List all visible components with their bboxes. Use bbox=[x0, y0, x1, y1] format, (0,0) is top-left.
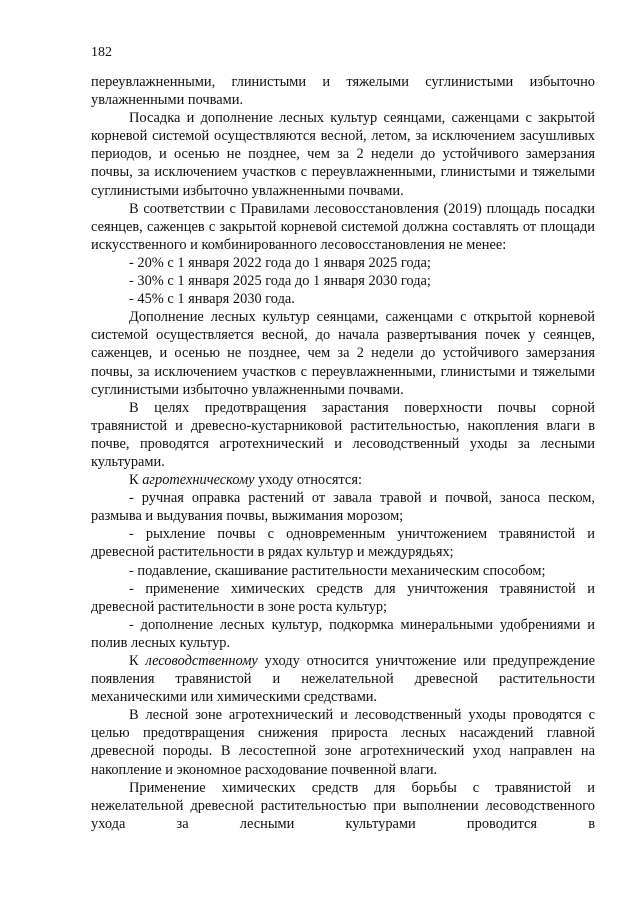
page-number: 182 bbox=[91, 45, 112, 60]
page-body bbox=[91, 73, 595, 833]
list-item-2025: - 30% с 1 января 2025 года до 1 января 2030 года; bbox=[129, 273, 431, 290]
agro-intro-before: К bbox=[129, 472, 143, 489]
paragraph-continuation: переувлажненными, глинистыми и тяжелыми суглинистыми избыточно увлажненными почвами. bbox=[91, 74, 595, 109]
agro-item-1: - ручная оправка растений от завала травой и почвой, заноса песком, размыва и выдувания почвы, выжимания морозом; bbox=[91, 490, 595, 525]
paragraph-planting-timing: Посадка и дополнение лесных культур сеянцами, саженцами с закрытой корневой системой осуществляются весной, летом, за исключением засушливых периодов, и осенью не позднее, чем за 2 недели до устойчивого замерзания почвы, за исключением участков с переувлажненными, глинистыми и тяжелыми суглинистыми избыточно увлажненными почвами. bbox=[91, 110, 595, 199]
silvi-intro-after: уходу относится уничтожение или предупреждение появления травянистой и нежелательной древесной растительности механическими или химическими средствами. bbox=[91, 653, 595, 706]
silvi-term: лесоводственному bbox=[145, 653, 258, 669]
agro-item-4: - применение химических средств для уничтожения травянистой и древесной растительности в зоне роста культур; bbox=[91, 580, 595, 615]
agro-intro-after: уходу относятся: bbox=[254, 472, 362, 489]
list-item-2022: - 20% с 1 января 2022 года до 1 января 2025 года; bbox=[129, 254, 431, 271]
list-item-2030: - 45% с 1 января 2030 года. bbox=[129, 291, 295, 308]
silvi-care-paragraph bbox=[91, 652, 595, 706]
agro-item-2: - рыхление почвы с одновременным уничтожением травянистой и древесной растительности в рядах культур и междурядьях; bbox=[91, 526, 595, 561]
paragraph-zones: В лесной зоне агротехнический и лесоводственный уходы проводятся с целью предотвращения снижения прироста лесных насаждений главной древесной породы. В лесостепной зоне агротехнический уход направлен на накопление и экономное расходование почвенной влаги. bbox=[91, 707, 595, 778]
agro-item-5: - дополнение лесных культур, подкормка минеральными удобрениями и полив лесных культур. bbox=[91, 616, 595, 651]
paragraph-rules-2019: В соответствии с Правилами лесовосстановления (2019) площадь посадки сеянцев, саженцев с закрытой корневой системой должна составлять от площади искусственного и комбинированного лесовосстановления не менее: bbox=[91, 200, 595, 253]
agro-term: агротехническому bbox=[142, 472, 255, 489]
silvi-intro-before: К bbox=[129, 653, 146, 669]
agro-care-intro bbox=[91, 471, 595, 489]
paragraph-open-root-system: Дополнение лесных культур сеянцами, саженцами с открытой корневой системой осуществляется весной, до начала развертывания почек у сеянцев, саженцев, и осенью не позднее, чем за 2 недели до устойчивого замерзания почвы, за исключением участков с переувлажненными, глинистыми и тяжелыми суглинистыми избыточно увлажненными почвами. bbox=[91, 309, 595, 398]
paragraph-care-purpose: В целях предотвращения зарастания поверхности почвы сорной травянистой и древесно-кустарниковой растительностью, накопления влаги в почве, проводятся агротехнический и лесоводственный уходы за лесными культурами. bbox=[91, 399, 595, 470]
agro-item-3: - подавление, скашивание растительности механическим способом; bbox=[129, 562, 546, 579]
paragraph-chemicals: Применение химических средств для борьбы с травянистой и нежелательной древесной растительностью при выполнении лесоводственного ухода за лесными культурами проводится в bbox=[91, 779, 595, 832]
